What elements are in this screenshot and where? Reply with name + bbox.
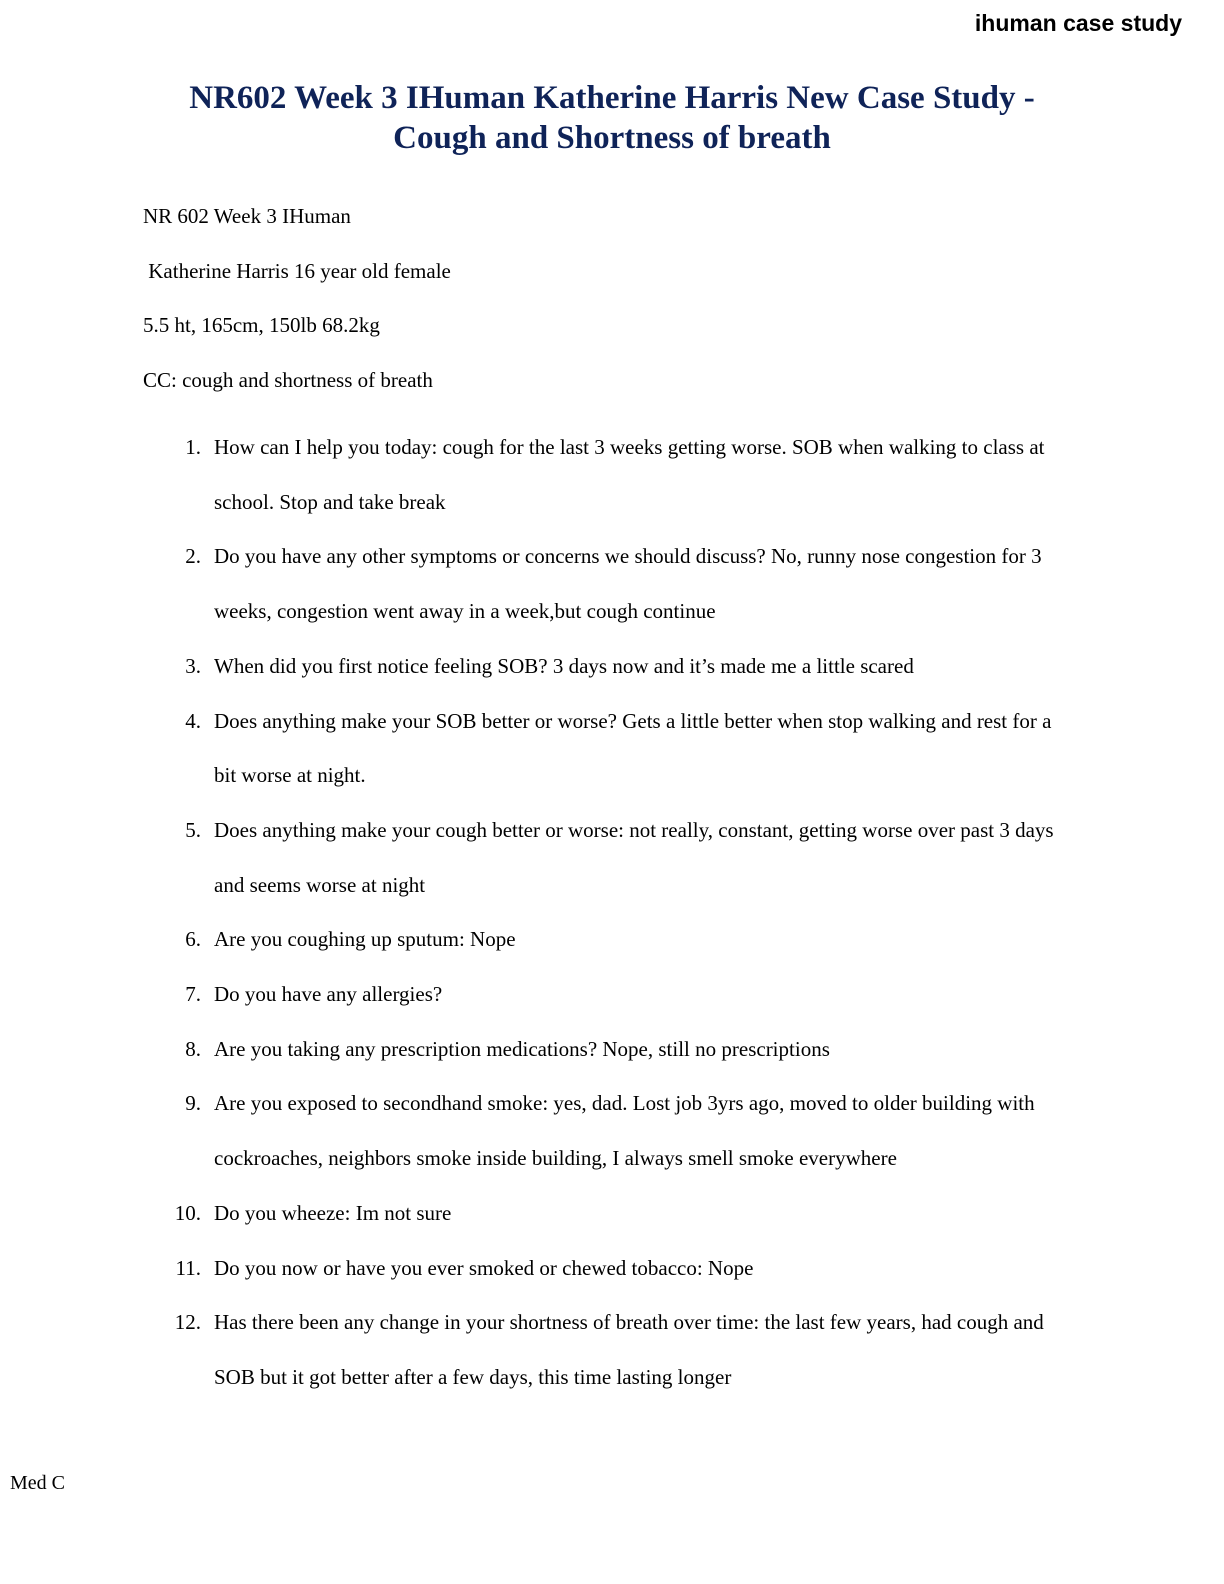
list-item-text: How can I help you today: cough for the last 3 weeks getting worse. SOB when walking to class at school. Stop and take break: [214, 435, 1045, 514]
list-item: [143, 803, 1073, 912]
chief-complaint-line: CC: cough and shortness of breath: [143, 368, 433, 392]
list-item: [143, 967, 1073, 1022]
list-item-text: Are you taking any prescription medications? Nope, still no prescriptions: [214, 1036, 830, 1061]
list-item: [143, 694, 1073, 803]
list-item-text: Has there been any change in your shortness of breath over time: the last few years, had cough and SOB but it got better after a few days, this time lasting longer: [214, 1310, 1044, 1389]
patient-line: Katherine Harris 16 year old female: [143, 259, 451, 283]
list-item-number: 6.: [185, 927, 201, 952]
list-item: [143, 1241, 1073, 1296]
page-footer-label: Med C: [10, 1472, 65, 1494]
list-item-text: Are you exposed to secondhand smoke: yes, dad. Lost job 3yrs ago, moved to older building with cockroaches, neighbors smoke inside building, I always smell smoke everywhere: [214, 1091, 1035, 1171]
list-item-text: Do you now or have you ever smoked or chewed tobacco: Nope: [214, 1255, 754, 1280]
list-item-number: 11.: [175, 1255, 201, 1280]
list-item: [143, 639, 1073, 694]
interview-question-list: [143, 420, 1073, 1405]
list-item-number: 5.: [185, 817, 201, 842]
list-item-number: 1.: [185, 435, 201, 459]
list-item: [143, 529, 1073, 638]
list-item: [143, 1186, 1073, 1241]
list-item: [143, 1295, 1073, 1404]
list-item-text: Do you wheeze: Im not sure: [214, 1200, 452, 1225]
list-item-text: Are you coughing up sputum: Nope: [214, 927, 516, 952]
list-item-text: Do you have any allergies?: [214, 982, 443, 1007]
title-line-1: NR602 Week 3 IHuman Katherine Harris New Case Study -: [189, 80, 1035, 116]
list-item-text: Does anything make your cough better or worse: not really, constant, getting worse over past 3 days and seems worse at night: [214, 817, 1054, 897]
list-item-number: 9.: [185, 1091, 201, 1116]
page-header-label: ihuman case study: [974, 10, 1182, 36]
document-title: [120, 78, 1104, 158]
measurements-line: 5.5 ht, 165cm, 150lb 68.2kg: [143, 313, 380, 337]
list-item: [143, 1022, 1073, 1077]
list-item-text: Does anything make your SOB better or worse? Gets a little better when stop walking and rest for a bit worse at night.: [214, 708, 1052, 788]
list-item-number: 2.: [185, 544, 201, 569]
list-item-number: 10.: [174, 1200, 201, 1225]
list-item-number: 3.: [185, 653, 201, 678]
list-item: [143, 420, 1073, 529]
list-item: [143, 1076, 1073, 1185]
list-item-number: 7.: [185, 982, 201, 1007]
list-item-number: 12.: [174, 1310, 201, 1335]
list-item: [143, 912, 1073, 967]
list-item-text: Do you have any other symptoms or concerns we should discuss? No, runny nose congestion for 3 weeks, congestion went away in a week,but cough continue: [214, 544, 1042, 624]
list-item-number: 4.: [185, 708, 201, 733]
list-item-text: When did you first notice feeling SOB? 3 days now and it’s made me a little scared: [214, 653, 914, 678]
title-line-2: Cough and Shortness of breath: [393, 120, 831, 156]
list-item-number: 8.: [185, 1036, 201, 1061]
course-line: NR 602 Week 3 IHuman: [143, 204, 351, 228]
